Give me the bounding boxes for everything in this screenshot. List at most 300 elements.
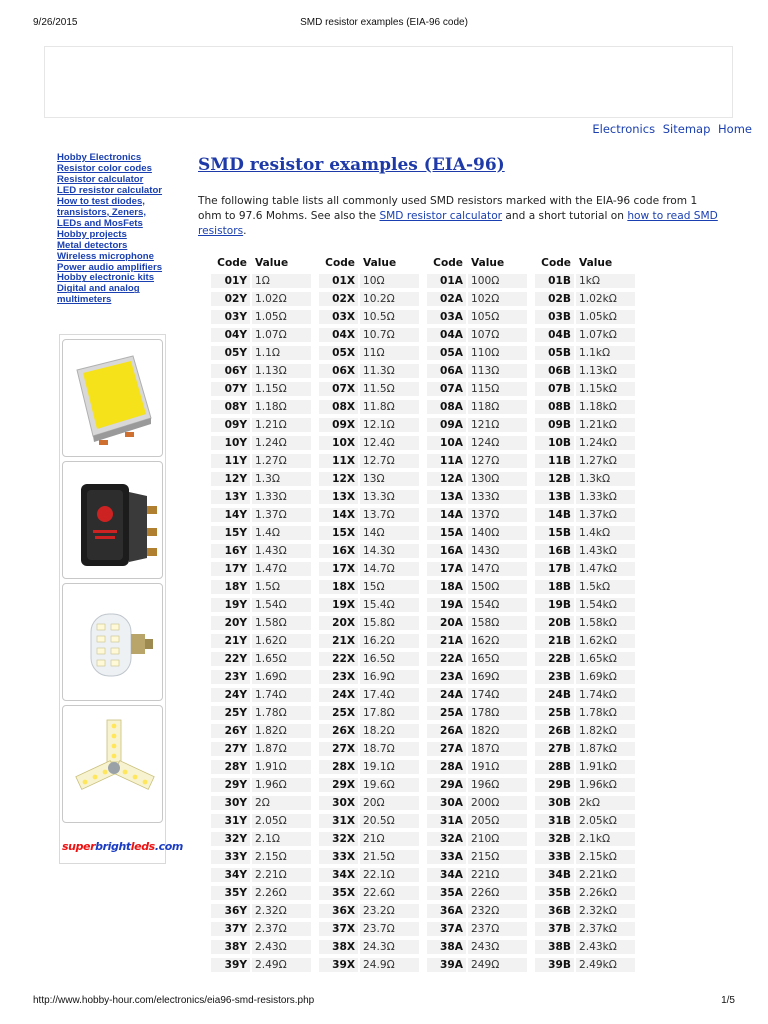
sidebar-link-multimeters-2[interactable]: multimeters: [57, 294, 112, 306]
value-cell: 187Ω: [468, 742, 527, 756]
value-cell: 1.58kΩ: [576, 616, 635, 630]
code-cell: 25X: [319, 706, 358, 720]
value-cell: 10.5Ω: [360, 310, 419, 324]
column-header-code: Code: [433, 257, 463, 269]
value-cell: 2.15kΩ: [576, 850, 635, 864]
code-cell: 32X: [319, 832, 358, 846]
table-row: [211, 580, 635, 594]
value-cell: 2.21kΩ: [576, 868, 635, 882]
code-cell: 22A: [427, 652, 466, 666]
code-cell: 30A: [427, 796, 466, 810]
code-cell: 14Y: [211, 508, 250, 522]
value-cell: 1.02Ω: [252, 292, 311, 306]
value-cell: 191Ω: [468, 760, 527, 774]
value-cell: 2.37kΩ: [576, 922, 635, 936]
value-cell: 1.69kΩ: [576, 670, 635, 684]
code-cell: 35A: [427, 886, 466, 900]
code-cell: 22X: [319, 652, 358, 666]
value-cell: 1.33kΩ: [576, 490, 635, 504]
sidebar-link-resistor-color-codes[interactable]: Resistor color codes: [57, 162, 152, 174]
table-row: [211, 688, 635, 702]
code-cell: 33Y: [211, 850, 250, 864]
code-cell: 17Y: [211, 562, 250, 576]
value-cell: 1.43Ω: [252, 544, 311, 558]
value-cell: 182Ω: [468, 724, 527, 738]
code-cell: 03B: [535, 310, 574, 324]
code-cell: 31A: [427, 814, 466, 828]
how-to-read-smd-resistors-link[interactable]: how to read SMD resistors: [198, 210, 718, 237]
code-cell: 10A: [427, 436, 466, 450]
code-cell: 17X: [319, 562, 358, 576]
code-cell: 10B: [535, 436, 574, 450]
code-cell: 23A: [427, 670, 466, 684]
code-cell: 14X: [319, 508, 358, 522]
table-row: [211, 562, 635, 576]
code-cell: 29X: [319, 778, 358, 792]
table-row: [211, 616, 635, 630]
ad-tile-led-bulb[interactable]: [62, 583, 163, 701]
value-cell: 118Ω: [468, 400, 527, 414]
value-cell: 1Ω: [252, 274, 311, 288]
value-cell: 2.21Ω: [252, 868, 311, 882]
code-cell: 16Y: [211, 544, 250, 558]
code-cell: 12A: [427, 472, 466, 486]
led-cluster-bulb-icon: [63, 706, 163, 823]
table-row: [211, 598, 635, 612]
code-cell: 07X: [319, 382, 358, 396]
code-cell: 32A: [427, 832, 466, 846]
code-cell: 02B: [535, 292, 574, 306]
code-cell: 08B: [535, 400, 574, 414]
code-cell: 05A: [427, 346, 466, 360]
sidebar-link-hobby-electronics[interactable]: Hobby Electronics: [57, 152, 142, 163]
sidebar-ad[interactable]: [59, 334, 183, 864]
table-row: [211, 868, 635, 882]
code-cell: 24A: [427, 688, 466, 702]
value-cell: 17.8Ω: [360, 706, 419, 720]
code-cell: 20X: [319, 616, 358, 630]
value-cell: 2.05kΩ: [576, 814, 635, 828]
code-cell: 02Y: [211, 292, 250, 306]
value-cell: 1.91Ω: [252, 760, 311, 774]
table-row: [211, 490, 635, 504]
code-cell: 06B: [535, 364, 574, 378]
code-cell: 18X: [319, 580, 358, 594]
code-cell: 15A: [427, 526, 466, 540]
code-cell: 22Y: [211, 652, 250, 666]
code-cell: 02A: [427, 292, 466, 306]
code-cell: 19A: [427, 598, 466, 612]
code-cell: 24Y: [211, 688, 250, 702]
value-cell: 2Ω: [252, 796, 311, 810]
value-cell: 1.47kΩ: [576, 562, 635, 576]
table-row: [211, 328, 635, 342]
value-cell: 221Ω: [468, 868, 527, 882]
value-cell: 21.5Ω: [360, 850, 419, 864]
code-cell: 05Y: [211, 346, 250, 360]
code-cell: 11X: [319, 454, 358, 468]
code-cell: 03Y: [211, 310, 250, 324]
value-cell: 1.21Ω: [252, 418, 311, 432]
value-cell: 1.07kΩ: [576, 328, 635, 342]
smd-resistor-calculator-link[interactable]: SMD resistor calculator: [379, 210, 503, 222]
value-cell: 115Ω: [468, 382, 527, 396]
value-cell: 1.74Ω: [252, 688, 311, 702]
value-cell: 237Ω: [468, 922, 527, 936]
code-cell: 30Y: [211, 796, 250, 810]
code-cell: 03A: [427, 310, 466, 324]
value-cell: 2.32kΩ: [576, 904, 635, 918]
value-cell: 1.62kΩ: [576, 634, 635, 648]
code-cell: 27X: [319, 742, 358, 756]
sidebar-link-metal-detectors[interactable]: Metal detectors: [57, 239, 128, 251]
value-cell: 105Ω: [468, 310, 527, 324]
value-cell: 1.87Ω: [252, 742, 311, 756]
code-cell: 34X: [319, 868, 358, 882]
code-cell: 04A: [427, 328, 466, 342]
sidebar-link-resistor-calculator[interactable]: Resistor calculator: [57, 173, 144, 185]
nav-electronics-link[interactable]: Electronics: [592, 122, 656, 136]
value-cell: 13.3Ω: [360, 490, 419, 504]
table-row: [211, 508, 635, 522]
table-row: [211, 742, 635, 756]
value-cell: 200Ω: [468, 796, 527, 810]
value-cell: 2.32Ω: [252, 904, 311, 918]
table-row: [211, 418, 635, 432]
code-cell: 01X: [319, 274, 358, 288]
code-cell: 07Y: [211, 382, 250, 396]
value-cell: 1.87kΩ: [576, 742, 635, 756]
led-bulb-icon: [63, 584, 163, 701]
code-cell: 20A: [427, 616, 466, 630]
value-cell: 1.33Ω: [252, 490, 311, 504]
value-cell: 2.1kΩ: [576, 832, 635, 846]
code-cell: 13X: [319, 490, 358, 504]
value-cell: 1.18Ω: [252, 400, 311, 414]
value-cell: 24.3Ω: [360, 940, 419, 954]
value-cell: 10.2Ω: [360, 292, 419, 306]
code-cell: 28B: [535, 760, 574, 774]
value-cell: 249Ω: [468, 958, 527, 972]
table-row: [211, 472, 635, 486]
code-cell: 26B: [535, 724, 574, 738]
value-cell: 1.13kΩ: [576, 364, 635, 378]
value-cell: 215Ω: [468, 850, 527, 864]
print-url: http://www.hobby-hour.com/electronics/eia96-smd-resistors.php: [33, 995, 315, 1006]
code-cell: 26A: [427, 724, 466, 738]
code-cell: 12Y: [211, 472, 250, 486]
nav-home-link[interactable]: Home: [718, 122, 752, 136]
value-cell: 13Ω: [360, 472, 419, 486]
sidebar-link-multimeters-1[interactable]: Digital and analog: [57, 283, 140, 295]
value-cell: 102Ω: [468, 292, 527, 306]
code-cell: 27A: [427, 742, 466, 756]
code-cell: 18B: [535, 580, 574, 594]
code-cell: 13B: [535, 490, 574, 504]
value-cell: 169Ω: [468, 670, 527, 684]
value-cell: 1.15kΩ: [576, 382, 635, 396]
code-cell: 26X: [319, 724, 358, 738]
value-cell: 1.82Ω: [252, 724, 311, 738]
ad-tile-led-cluster[interactable]: [62, 705, 163, 823]
code-cell: 18A: [427, 580, 466, 594]
code-cell: 39A: [427, 958, 466, 972]
table-row: [211, 292, 635, 306]
table-body: [211, 274, 635, 972]
column-header-value: Value: [255, 257, 289, 269]
value-cell: 130Ω: [468, 472, 527, 486]
code-cell: 24B: [535, 688, 574, 702]
value-cell: 210Ω: [468, 832, 527, 846]
table-row: [211, 436, 635, 450]
code-cell: 36X: [319, 904, 358, 918]
column-header-value: Value: [471, 257, 505, 269]
code-cell: 28Y: [211, 760, 250, 774]
table-row: [211, 832, 635, 846]
table-row: [211, 760, 635, 774]
table-row: [211, 796, 635, 810]
value-cell: 18.7Ω: [360, 742, 419, 756]
sidebar-link-hobby-electronic-kits[interactable]: Hobby electronic kits: [57, 272, 155, 284]
code-cell: 30X: [319, 796, 358, 810]
code-cell: 35Y: [211, 886, 250, 900]
table-row: [211, 886, 635, 900]
table-row: [211, 814, 635, 828]
value-cell: 1.78Ω: [252, 706, 311, 720]
sidebar-link-test-diodes-2[interactable]: transistors, Zeners,: [57, 206, 147, 218]
top-nav: [588, 122, 752, 136]
value-cell: 14.3Ω: [360, 544, 419, 558]
value-cell: 1.54Ω: [252, 598, 311, 612]
code-cell: 08Y: [211, 400, 250, 414]
table-row: [211, 778, 635, 792]
value-cell: 150Ω: [468, 580, 527, 594]
code-cell: 21B: [535, 634, 574, 648]
value-cell: 133Ω: [468, 490, 527, 504]
value-cell: 12.4Ω: [360, 436, 419, 450]
code-cell: 19Y: [211, 598, 250, 612]
table-row: [211, 382, 635, 396]
code-cell: 01A: [427, 274, 466, 288]
value-cell: 232Ω: [468, 904, 527, 918]
table-row: [211, 922, 635, 936]
table-row: [211, 724, 635, 738]
value-cell: 1.13Ω: [252, 364, 311, 378]
value-cell: 11.8Ω: [360, 400, 419, 414]
sidebar-link-hobby-projects[interactable]: Hobby projects: [57, 228, 127, 240]
code-cell: 17B: [535, 562, 574, 576]
code-cell: 09B: [535, 418, 574, 432]
code-cell: 29A: [427, 778, 466, 792]
code-cell: 11A: [427, 454, 466, 468]
value-cell: 107Ω: [468, 328, 527, 342]
code-cell: 35B: [535, 886, 574, 900]
page-title[interactable]: SMD resistor examples (EIA-96): [198, 155, 505, 175]
value-cell: 1kΩ: [576, 274, 635, 288]
value-cell: 22.6Ω: [360, 886, 419, 900]
value-cell: 20Ω: [360, 796, 419, 810]
column-header-value: Value: [363, 257, 397, 269]
value-cell: 24.9Ω: [360, 958, 419, 972]
value-cell: 15Ω: [360, 580, 419, 594]
code-cell: 04X: [319, 328, 358, 342]
value-cell: 1.43kΩ: [576, 544, 635, 558]
ad-tile-rocker-switch[interactable]: [62, 461, 163, 579]
code-cell: 33B: [535, 850, 574, 864]
code-cell: 21A: [427, 634, 466, 648]
value-cell: 205Ω: [468, 814, 527, 828]
code-cell: 09A: [427, 418, 466, 432]
code-cell: 09Y: [211, 418, 250, 432]
value-cell: 22.1Ω: [360, 868, 419, 882]
value-cell: 1.62Ω: [252, 634, 311, 648]
table-row: [211, 940, 635, 954]
code-cell: 35X: [319, 886, 358, 900]
table-row: [211, 850, 635, 864]
value-cell: 154Ω: [468, 598, 527, 612]
code-cell: 31X: [319, 814, 358, 828]
code-cell: 30B: [535, 796, 574, 810]
code-cell: 33X: [319, 850, 358, 864]
value-cell: 178Ω: [468, 706, 527, 720]
code-cell: 04Y: [211, 328, 250, 342]
table-row: [211, 454, 635, 468]
code-cell: 28A: [427, 760, 466, 774]
value-cell: 1.65kΩ: [576, 652, 635, 666]
code-cell: 01B: [535, 274, 574, 288]
code-cell: 25A: [427, 706, 466, 720]
column-header-code: Code: [217, 257, 247, 269]
table-row: [211, 544, 635, 558]
value-cell: 1.24kΩ: [576, 436, 635, 450]
value-cell: 1.96Ω: [252, 778, 311, 792]
code-cell: 28X: [319, 760, 358, 774]
value-cell: 16.9Ω: [360, 670, 419, 684]
value-cell: 2.15Ω: [252, 850, 311, 864]
code-cell: 03X: [319, 310, 358, 324]
code-cell: 05X: [319, 346, 358, 360]
value-cell: 1.91kΩ: [576, 760, 635, 774]
value-cell: 2.49Ω: [252, 958, 311, 972]
code-cell: 16B: [535, 544, 574, 558]
table-row: [211, 346, 635, 360]
code-cell: 25B: [535, 706, 574, 720]
value-cell: 10Ω: [360, 274, 419, 288]
code-cell: 21X: [319, 634, 358, 648]
value-cell: 1.78kΩ: [576, 706, 635, 720]
table-row: [211, 274, 635, 288]
column-header-code: Code: [325, 257, 355, 269]
value-cell: 1.4Ω: [252, 526, 311, 540]
column-header-value: Value: [579, 257, 613, 269]
value-cell: 19.1Ω: [360, 760, 419, 774]
value-cell: 243Ω: [468, 940, 527, 954]
nav-sitemap-link[interactable]: Sitemap: [662, 122, 711, 136]
sidebar-link-test-diodes-3[interactable]: LEDs and MosFets: [57, 217, 143, 229]
value-cell: 20.5Ω: [360, 814, 419, 828]
sidebar-link-power-audio-amplifiers[interactable]: Power audio amplifiers: [57, 261, 163, 273]
smd-led-chip-icon: [63, 340, 163, 457]
code-cell: 38B: [535, 940, 574, 954]
value-cell: 2.49kΩ: [576, 958, 635, 972]
code-cell: 23X: [319, 670, 358, 684]
code-cell: 34B: [535, 868, 574, 882]
value-cell: 1.27Ω: [252, 454, 311, 468]
value-cell: 11Ω: [360, 346, 419, 360]
value-cell: 2.05Ω: [252, 814, 311, 828]
value-cell: 13.7Ω: [360, 508, 419, 522]
value-cell: 14Ω: [360, 526, 419, 540]
code-cell: 34A: [427, 868, 466, 882]
table-row: [211, 652, 635, 666]
value-cell: 137Ω: [468, 508, 527, 522]
code-cell: 13A: [427, 490, 466, 504]
code-cell: 06X: [319, 364, 358, 378]
code-cell: 25Y: [211, 706, 250, 720]
code-cell: 15B: [535, 526, 574, 540]
value-cell: 1.15Ω: [252, 382, 311, 396]
print-date: 9/26/2015: [33, 17, 78, 28]
value-cell: 1.1kΩ: [576, 346, 635, 360]
value-cell: 1.54kΩ: [576, 598, 635, 612]
code-cell: 33A: [427, 850, 466, 864]
code-cell: 22B: [535, 652, 574, 666]
code-cell: 14A: [427, 508, 466, 522]
code-cell: 05B: [535, 346, 574, 360]
value-cell: 1.69Ω: [252, 670, 311, 684]
ad-brand-logo[interactable]: superbrightleds.com: [62, 840, 183, 853]
value-cell: 2.26kΩ: [576, 886, 635, 900]
code-cell: 23B: [535, 670, 574, 684]
value-cell: 1.37kΩ: [576, 508, 635, 522]
code-cell: 32B: [535, 832, 574, 846]
code-cell: 36A: [427, 904, 466, 918]
ad-banner[interactable]: [44, 46, 733, 118]
sidebar-link-wireless-microphone[interactable]: Wireless microphone: [57, 250, 154, 262]
code-cell: 38Y: [211, 940, 250, 954]
value-cell: 100Ω: [468, 274, 527, 288]
code-cell: 26Y: [211, 724, 250, 738]
code-cell: 18Y: [211, 580, 250, 594]
value-cell: 1.1Ω: [252, 346, 311, 360]
value-cell: 121Ω: [468, 418, 527, 432]
print-header: [0, 17, 768, 31]
value-cell: 16.5Ω: [360, 652, 419, 666]
code-cell: 10X: [319, 436, 358, 450]
value-cell: 226Ω: [468, 886, 527, 900]
value-cell: 11.5Ω: [360, 382, 419, 396]
code-cell: 37A: [427, 922, 466, 936]
code-cell: 09X: [319, 418, 358, 432]
code-cell: 21Y: [211, 634, 250, 648]
value-cell: 2kΩ: [576, 796, 635, 810]
value-cell: 12.7Ω: [360, 454, 419, 468]
value-cell: 1.37Ω: [252, 508, 311, 522]
sidebar-link-test-diodes-1[interactable]: How to test diodes,: [57, 195, 145, 207]
value-cell: 1.18kΩ: [576, 400, 635, 414]
table-row: [211, 958, 635, 972]
value-cell: 15.4Ω: [360, 598, 419, 612]
value-cell: 1.05kΩ: [576, 310, 635, 324]
value-cell: 140Ω: [468, 526, 527, 540]
value-cell: 158Ω: [468, 616, 527, 630]
ad-tile-smd-led[interactable]: [62, 339, 163, 457]
value-cell: 1.96kΩ: [576, 778, 635, 792]
code-cell: 31B: [535, 814, 574, 828]
code-cell: 12X: [319, 472, 358, 486]
table-row: [211, 634, 635, 648]
sidebar-link-led-resistor-calculator[interactable]: LED resistor calculator: [57, 184, 163, 196]
